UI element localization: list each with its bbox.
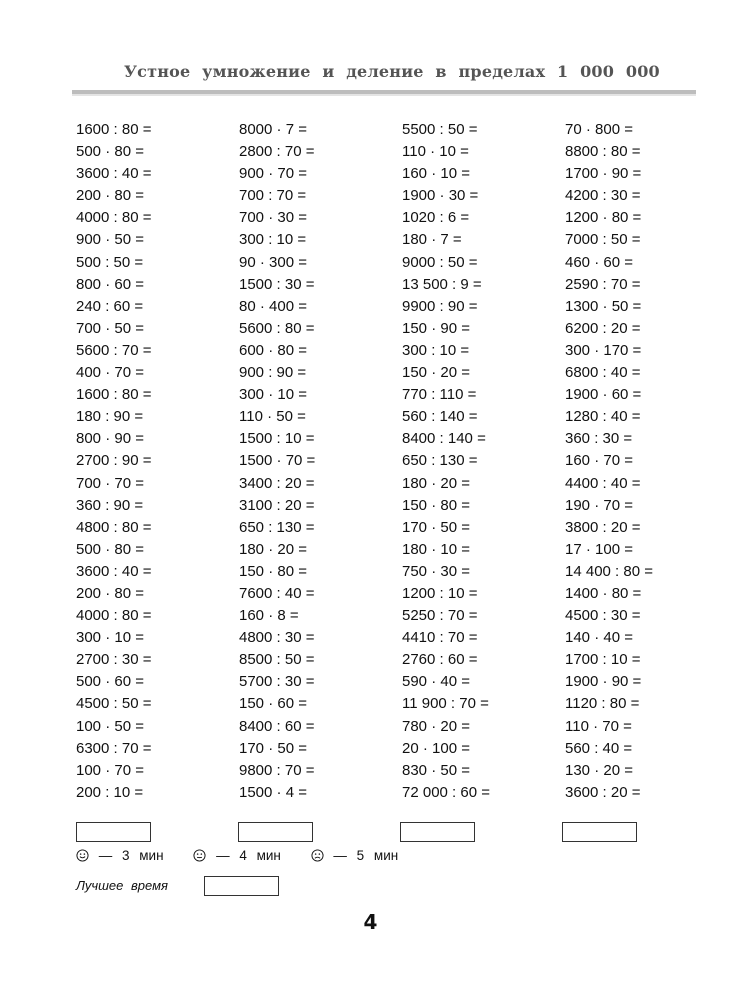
exercise-item: 700 · 50 =	[76, 319, 144, 337]
exercise-item: 1900 · 90 =	[565, 673, 642, 691]
exercise-item: 20 · 100 =	[402, 739, 470, 757]
exercise-item: 300 · 10 =	[76, 629, 144, 647]
exercise-item: 80 · 400 =	[239, 297, 307, 315]
exercise-item: 4800 : 30 =	[239, 629, 315, 647]
exercise-item: 300 : 10 =	[402, 341, 470, 359]
exercise-item: 200 · 80 =	[76, 584, 144, 602]
exercise-item: 600 · 80 =	[239, 341, 307, 359]
exercise-item: 1700 : 10 =	[565, 651, 641, 669]
exercise-item: 2700 : 30 =	[76, 651, 152, 669]
exercise-item: 560 : 140 =	[402, 408, 478, 426]
exercise-item: 1500 · 4 =	[239, 783, 307, 801]
exercise-item: 13 500 : 9 =	[402, 275, 482, 293]
exercise-item: 7600 : 40 =	[239, 584, 315, 602]
exercise-item: 6800 : 40 =	[565, 364, 641, 382]
exercise-item: 5600 : 70 =	[76, 341, 152, 359]
exercise-item: 1120 : 80 =	[565, 695, 640, 713]
exercise-item: 8500 : 50 =	[239, 651, 315, 669]
exercise-item: 3600 : 40 =	[76, 165, 152, 183]
exercise-item: 1280 : 40 =	[565, 408, 641, 426]
exercise-item: 300 : 10 =	[239, 231, 307, 249]
legend-text: — 4 мин	[216, 848, 281, 863]
exercise-item: 4410 : 70 =	[402, 629, 478, 647]
exercise-item: 8000 · 7 =	[239, 121, 307, 138]
exercise-item: 360 : 90 =	[76, 496, 144, 514]
exercise-item: 360 : 30 =	[565, 430, 633, 448]
exercise-item: 560 : 40 =	[565, 739, 633, 757]
exercise-item: 4000 : 80 =	[76, 209, 152, 227]
legend-text: — 3 мин	[98, 848, 164, 863]
exercise-item: 1500 · 70 =	[239, 452, 316, 470]
exercise-item: 6300 : 70 =	[76, 739, 152, 757]
exercise-item: 9800 : 70 =	[239, 761, 315, 779]
legend-text: — 5 мин	[333, 848, 399, 863]
exercise-item: 180 · 20 =	[402, 474, 470, 492]
exercise-item: 2800 : 70 =	[239, 143, 315, 161]
exercise-item: 150 · 20 =	[402, 364, 470, 382]
exercise-column-3	[402, 119, 562, 804]
exercise-column-4	[565, 119, 725, 804]
exercise-item: 5500 : 50 =	[402, 121, 478, 138]
exercise-column-2	[239, 119, 399, 804]
time-box-column-3[interactable]	[400, 822, 475, 842]
exercise-item: 5600 : 80 =	[239, 319, 315, 337]
exercise-item: 100 · 50 =	[76, 717, 144, 735]
exercise-item: 1900 · 30 =	[402, 187, 479, 205]
exercise-item: 500 · 60 =	[76, 673, 144, 691]
time-legend	[76, 848, 424, 863]
exercise-item: 3600 : 40 =	[76, 562, 152, 580]
exercise-item: 4400 : 40 =	[565, 474, 641, 492]
best-time-box[interactable]	[204, 876, 279, 896]
exercise-item: 150 · 80 =	[402, 496, 470, 514]
exercise-item: 4000 : 80 =	[76, 607, 152, 625]
exercise-item: 1600 : 80 =	[76, 121, 152, 138]
exercise-item: 6200 : 20 =	[565, 319, 641, 337]
exercise-item: 70 · 800 =	[565, 121, 633, 138]
exercise-item: 150 · 60 =	[239, 695, 307, 713]
exercise-item: 650 : 130 =	[402, 452, 478, 470]
exercise-item: 590 · 40 =	[402, 673, 470, 691]
exercise-item: 11 900 : 70 =	[402, 695, 489, 713]
exercise-item: 2590 : 70 =	[565, 275, 641, 293]
time-box-column-4[interactable]	[562, 822, 637, 842]
exercise-item: 400 · 70 =	[76, 364, 144, 382]
exercise-item: 800 · 60 =	[76, 275, 144, 293]
exercise-item: 160 · 70 =	[565, 452, 633, 470]
exercise-item: 170 · 50 =	[239, 739, 307, 757]
legend-item-4min	[193, 848, 281, 863]
exercise-item: 750 · 30 =	[402, 562, 470, 580]
legend-item-5min	[311, 848, 399, 863]
happy-face-icon	[76, 849, 89, 862]
exercise-item: 300 · 10 =	[239, 386, 307, 404]
exercise-item: 7000 : 50 =	[565, 231, 641, 249]
exercise-item: 140 · 40 =	[565, 629, 633, 647]
exercise-item: 4800 : 80 =	[76, 518, 152, 536]
exercise-item: 8800 : 80 =	[565, 143, 641, 161]
exercise-item: 110 · 70 =	[565, 717, 632, 735]
exercise-item: 700 : 70 =	[239, 187, 307, 205]
exercise-item: 1200 : 10 =	[402, 584, 478, 602]
exercise-item: 900 : 90 =	[239, 364, 307, 382]
exercise-item: 8400 : 140 =	[402, 430, 486, 448]
exercise-item: 830 · 50 =	[402, 761, 470, 779]
exercise-item: 1020 : 6 =	[402, 209, 470, 227]
exercise-item: 1500 : 30 =	[239, 275, 315, 293]
exercise-item: 1500 : 10 =	[239, 430, 315, 448]
exercise-item: 3400 : 20 =	[239, 474, 315, 492]
exercise-item: 1400 · 80 =	[565, 584, 642, 602]
exercise-column-1	[76, 119, 236, 804]
exercise-item: 780 · 20 =	[402, 717, 470, 735]
exercise-item: 90 · 300 =	[239, 253, 307, 271]
legend-item-3min	[76, 848, 164, 863]
exercise-item: 110 · 50 =	[239, 408, 306, 426]
exercise-item: 900 · 50 =	[76, 231, 144, 249]
exercise-item: 9900 : 90 =	[402, 297, 478, 315]
exercise-item: 150 · 80 =	[239, 562, 307, 580]
exercise-item: 9000 : 50 =	[402, 253, 478, 271]
neutral-face-icon	[193, 849, 206, 862]
exercise-item: 72 000 : 60 =	[402, 783, 490, 801]
exercise-item: 200 : 10 =	[76, 783, 144, 801]
exercise-item: 500 · 80 =	[76, 540, 144, 558]
exercise-item: 160 · 8 =	[239, 607, 299, 625]
exercise-item: 3100 : 20 =	[239, 496, 315, 514]
exercise-item: 650 : 130 =	[239, 518, 315, 536]
exercise-item: 2760 : 60 =	[402, 651, 478, 669]
exercise-item: 17 · 100 =	[565, 540, 633, 558]
exercise-item: 5250 : 70 =	[402, 607, 478, 625]
exercise-item: 110 · 10 =	[402, 143, 469, 161]
exercise-item: 4500 : 30 =	[565, 607, 641, 625]
exercise-item: 180 : 90 =	[76, 408, 144, 426]
exercise-item: 240 : 60 =	[76, 297, 144, 315]
exercise-item: 14 400 : 80 =	[565, 562, 653, 580]
exercise-item: 180 · 10 =	[402, 540, 470, 558]
exercise-item: 100 · 70 =	[76, 761, 144, 779]
exercise-item: 1900 · 60 =	[565, 386, 642, 404]
time-box-column-1[interactable]	[76, 822, 151, 842]
exercise-item: 800 · 90 =	[76, 430, 144, 448]
exercise-item: 170 · 50 =	[402, 518, 470, 536]
exercise-item: 200 · 80 =	[76, 187, 144, 205]
title-divider-shadow	[72, 94, 696, 96]
exercise-item: 8400 : 60 =	[239, 717, 315, 735]
exercise-item: 300 · 170 =	[565, 341, 642, 359]
exercise-item: 150 · 90 =	[402, 319, 470, 337]
page-number: 4	[363, 910, 378, 934]
exercise-item: 160 · 10 =	[402, 165, 470, 183]
sad-face-icon	[311, 849, 324, 862]
exercise-item: 900 · 70 =	[239, 165, 307, 183]
time-box-column-2[interactable]	[238, 822, 313, 842]
exercise-item: 770 : 110 =	[402, 386, 477, 404]
exercise-item: 1200 · 80 =	[565, 209, 642, 227]
exercise-item: 190 · 70 =	[565, 496, 633, 514]
exercise-item: 180 · 7 =	[402, 231, 462, 249]
exercise-item: 2700 : 90 =	[76, 452, 152, 470]
exercise-item: 1600 : 80 =	[76, 386, 152, 404]
exercise-item: 4200 : 30 =	[565, 187, 641, 205]
exercise-item: 500 : 50 =	[76, 253, 144, 271]
exercise-item: 1300 · 50 =	[565, 297, 642, 315]
exercise-item: 180 · 20 =	[239, 540, 307, 558]
exercise-item: 3800 : 20 =	[565, 518, 641, 536]
exercise-item: 4500 : 50 =	[76, 695, 152, 713]
exercise-item: 5700 : 30 =	[239, 673, 315, 691]
exercise-item: 700 · 30 =	[239, 209, 307, 227]
exercise-item: 3600 : 20 =	[565, 783, 641, 801]
exercise-item: 500 · 80 =	[76, 143, 144, 161]
exercise-item: 1700 · 90 =	[565, 165, 642, 183]
exercise-item: 130 · 20 =	[565, 761, 633, 779]
exercise-item: 700 · 70 =	[76, 474, 144, 492]
page-title: Устное умножение и деление в пределах 1 000 000	[124, 62, 660, 81]
best-time-label: Лучшее время	[76, 878, 168, 893]
exercise-item: 460 · 60 =	[565, 253, 633, 271]
